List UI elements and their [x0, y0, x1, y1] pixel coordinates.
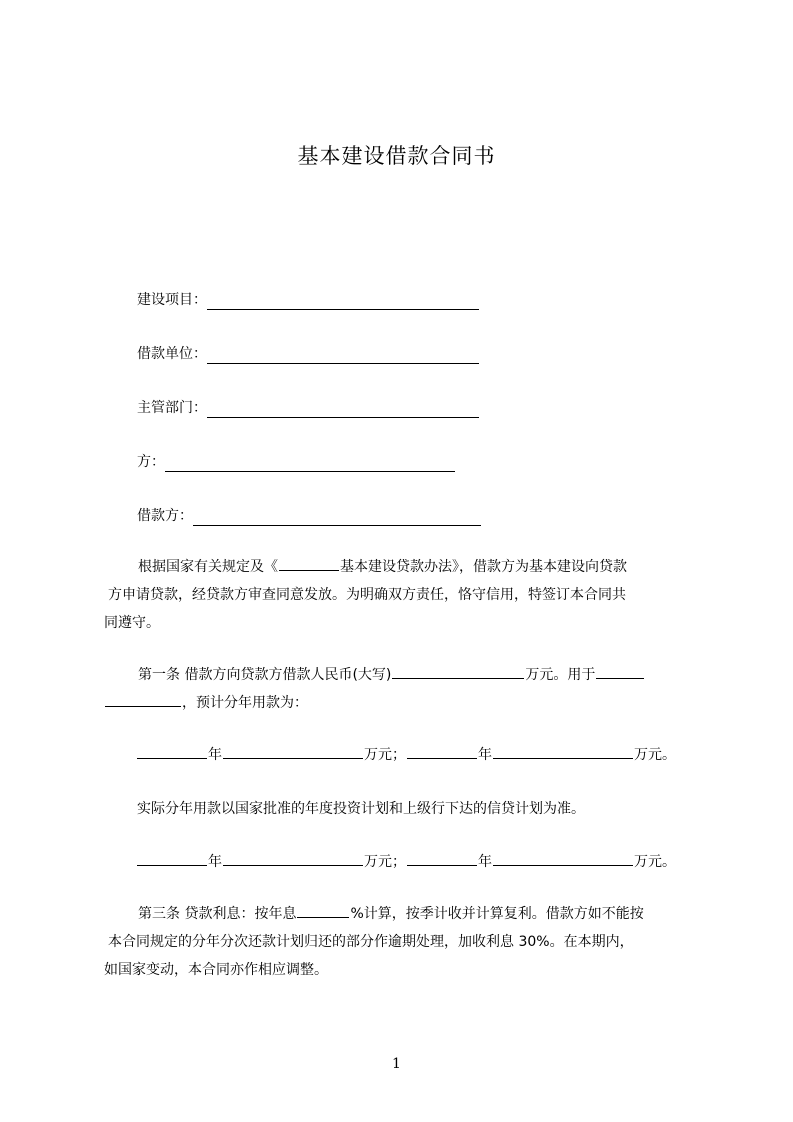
intro-line-3: 同遵守。	[104, 615, 160, 631]
interest-rate-blank[interactable]	[297, 901, 349, 918]
actual-usage-note: 实际分年用款以国家批准的年度投资计划和上级行下达的信贷计划为准。	[137, 801, 585, 817]
wan-label-2: 万元。	[634, 747, 676, 763]
year-blank-4[interactable]	[407, 849, 477, 866]
article-1	[104, 661, 645, 717]
schedule-line-1	[136, 741, 676, 769]
year-label-2: 年	[478, 747, 492, 763]
intro-paragraph	[104, 553, 627, 637]
field-project-label: 建设项目：	[137, 292, 207, 308]
field-project-blank[interactable]	[207, 294, 479, 310]
wan-label-1: 万元；	[364, 747, 406, 763]
purpose-blank-2[interactable]	[105, 690, 181, 707]
intro-blank[interactable]	[279, 554, 339, 571]
year-blank-3[interactable]	[137, 849, 207, 866]
amount-blank-3[interactable]	[223, 849, 363, 866]
field-borrower	[137, 506, 481, 526]
article-3-text-b: %计算，按季计收并计算复利。借款方如不能按	[350, 906, 644, 922]
article-1-text-c: ，预计分年用款为：	[182, 695, 308, 711]
field-authority-blank[interactable]	[207, 402, 479, 418]
field-borrower-unit-blank[interactable]	[207, 348, 479, 364]
amount-blank-4[interactable]	[493, 849, 633, 866]
schedule-line-2	[136, 848, 676, 876]
field-lender	[137, 452, 455, 472]
article-3-line-1	[104, 900, 644, 928]
page-number: 1	[392, 1056, 401, 1072]
article-3-text-a: 第三条 贷款利息：按年息	[138, 906, 297, 922]
wan-label-4: 万元。	[634, 854, 676, 870]
article-1-text-a: 第一条 借款方向贷款方借款人民币(大写)	[138, 667, 392, 683]
year-blank-1[interactable]	[137, 742, 207, 759]
field-borrower-blank[interactable]	[193, 510, 481, 526]
intro-line-1	[104, 553, 627, 581]
purpose-blank-1[interactable]	[596, 662, 644, 679]
field-lender-blank[interactable]	[165, 456, 455, 472]
field-lender-label: 方：	[137, 454, 165, 470]
wan-label-3: 万元；	[364, 854, 406, 870]
article-3-line-2: 本合同规定的分年分次还款计划归还的部分作逾期处理，加收利息 30%。在本期内，	[108, 934, 634, 950]
year-label-1: 年	[208, 747, 222, 763]
field-borrower-label: 借款方：	[137, 508, 193, 524]
year-label-4: 年	[478, 854, 492, 870]
year-label-3: 年	[208, 854, 222, 870]
article-1-line-1	[104, 661, 645, 689]
article-3	[104, 900, 644, 984]
article-3-line-3: 如国家变动，本合同亦作相应调整。	[104, 962, 328, 978]
field-borrower-unit-label: 借款单位：	[137, 346, 207, 362]
amount-blank-1[interactable]	[223, 742, 363, 759]
field-authority-label: 主管部门：	[137, 400, 207, 416]
field-borrower-unit	[137, 344, 479, 364]
intro-text-a: 根据国家有关规定及《	[138, 559, 278, 575]
field-authority	[137, 398, 479, 418]
field-project	[137, 290, 479, 310]
intro-line-2: 方申请贷款，经贷款方审查同意发放。为明确双方责任，恪守信用，特签订本合同共	[108, 587, 626, 603]
document-title: 基本建设借款合同书	[297, 144, 496, 168]
article-1-text-b: 万元。用于	[525, 667, 596, 683]
intro-text-b: 基本建设贷款办法》，借款方为基本建设向贷款	[340, 559, 627, 575]
amount-blank[interactable]	[392, 662, 524, 679]
article-1-line-2	[104, 689, 645, 717]
amount-blank-2[interactable]	[493, 742, 633, 759]
year-blank-2[interactable]	[407, 742, 477, 759]
